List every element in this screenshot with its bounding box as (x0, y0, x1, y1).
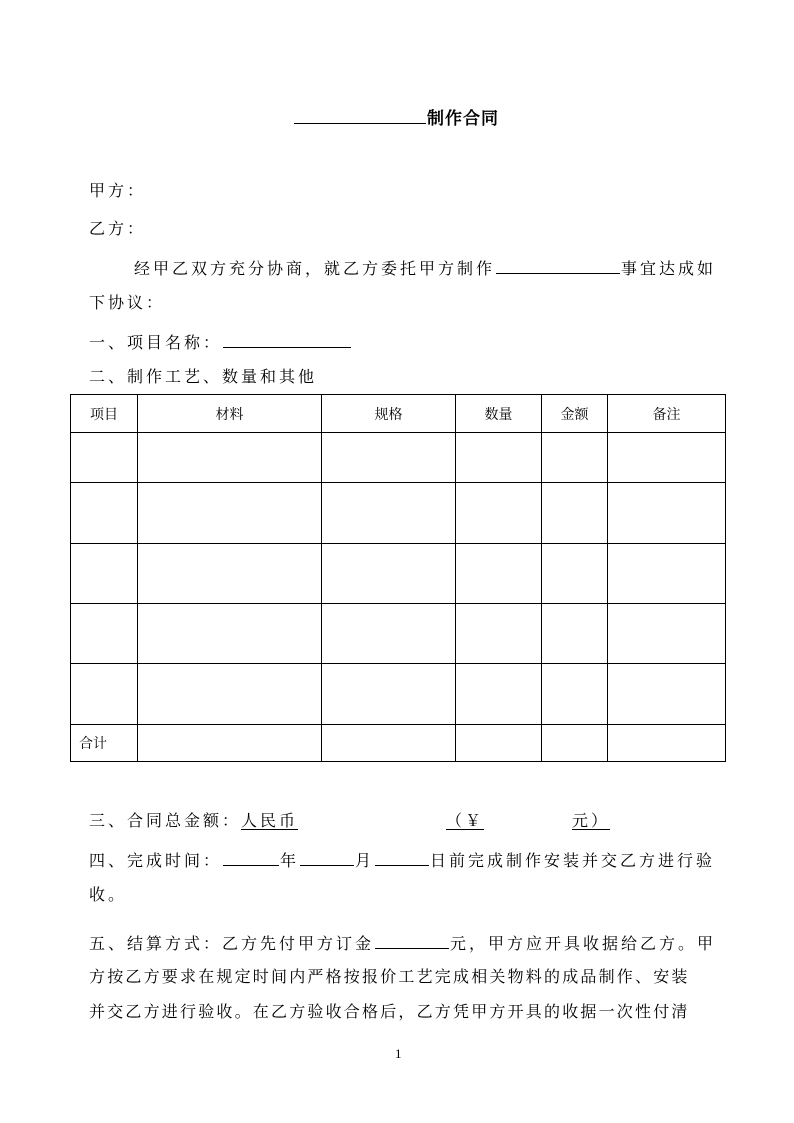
col-header-item: 项目 (71, 395, 138, 433)
item5-text-b: 元，甲方应开具收据给乙方。甲 (450, 934, 717, 953)
table-row (71, 664, 726, 725)
table-header-row (71, 395, 726, 433)
year-blank (223, 848, 279, 866)
party-b-label: 乙方： (89, 219, 147, 238)
document-title-line (293, 104, 499, 129)
table-total-row (71, 725, 726, 762)
day-blank (375, 848, 429, 866)
table-row (71, 433, 726, 483)
item3-line (89, 810, 610, 832)
item3-label: 三、合同总金额： (89, 811, 242, 830)
total-amount-field (241, 811, 610, 830)
item1-line (89, 330, 352, 354)
title-blank (294, 105, 426, 124)
item4-tail: 日前完成制作安装并交乙方进行验 (430, 851, 716, 870)
intro-text-part1: 经甲乙双方充分协商，就乙方委托甲方制作 (134, 259, 496, 278)
item5-line1 (89, 931, 716, 955)
col-header-amount: 金额 (542, 395, 608, 433)
currency-label: 人民币 (241, 811, 299, 830)
month-label: 月 (355, 851, 375, 870)
intro-blank (496, 256, 620, 274)
yuan-open: （￥ (446, 811, 485, 830)
col-header-quantity: 数量 (456, 395, 542, 433)
production-table (70, 394, 726, 762)
project-name-blank (223, 330, 351, 348)
page-number: 1 (395, 1046, 402, 1061)
item5-line2: 方按乙方要求在规定时间内严格按报价工艺完成相关物料的成品制作、安装 (89, 967, 690, 986)
table-row (71, 604, 726, 664)
col-header-material: 材料 (138, 395, 322, 433)
item2-label: 二、制作工艺、数量和其他 (89, 367, 318, 386)
intro-text-part2: 事宜达成如 (621, 259, 717, 278)
item4-line1 (89, 848, 715, 872)
intro-paragraph-line1 (134, 256, 716, 280)
col-header-spec: 规格 (322, 395, 456, 433)
item4-label: 四、完成时间： (89, 851, 223, 870)
item1-label: 一、项目名称： (89, 333, 223, 352)
year-label: 年 (280, 851, 300, 870)
month-blank (300, 848, 354, 866)
party-a-label: 甲方： (89, 181, 147, 200)
item5-text-a: 五、结算方式：乙方先付甲方订金 (89, 934, 375, 953)
item5-line3: 并交乙方进行验收。在乙方验收合格后，乙方凭甲方开具的收据一次性付清 (89, 1002, 690, 1021)
table-row (71, 483, 726, 544)
table-row (71, 544, 726, 604)
intro-paragraph-line2: 下协议： (89, 293, 166, 312)
total-label: 合计 (71, 725, 138, 762)
document-title: 制作合同 (427, 109, 499, 129)
yuan-close: 元） (572, 811, 611, 830)
item4-line2: 收。 (89, 885, 128, 904)
col-header-remark: 备注 (608, 395, 726, 433)
deposit-blank (375, 931, 449, 949)
